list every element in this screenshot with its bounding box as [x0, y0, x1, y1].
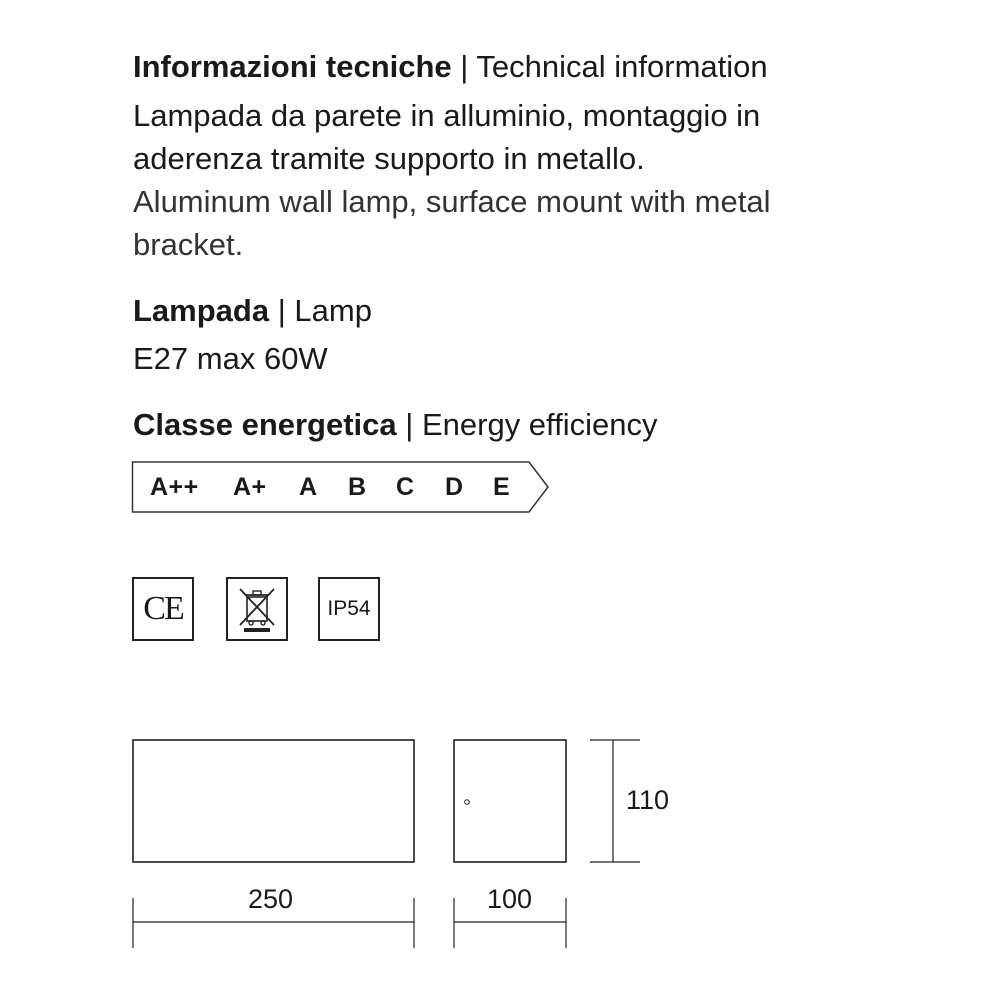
lamp-heading-en: Lamp — [294, 293, 372, 328]
energy-class-label: A+ — [233, 473, 267, 501]
ce-mark-icon: CE — [132, 577, 194, 641]
energy-class-label: B — [348, 473, 367, 501]
tech-heading-en: Technical information — [476, 49, 768, 84]
tech-description-en-line: Aluminum wall lamp, surface mount with metal — [133, 184, 771, 219]
tech-heading-separator: | — [460, 49, 469, 84]
energy-heading-en: Energy efficiency — [421, 407, 658, 442]
lamp-heading-separator: | — [277, 293, 286, 328]
tech-description-it-line: aderenza tramite supporto in metallo. — [133, 141, 645, 176]
ip-rating-icon: IP54 — [318, 577, 380, 641]
tech-description-en-line: bracket. — [133, 227, 244, 262]
mount-point-icon — [465, 800, 470, 805]
energy-heading-separator: | — [405, 407, 414, 442]
energy-class-label: D — [445, 473, 464, 501]
front-view-outline — [133, 740, 414, 862]
energy-class-label: A++ — [150, 473, 199, 501]
energy-class-label: C — [396, 473, 415, 501]
side-view-outline — [454, 740, 566, 862]
lamp-value: E27 max 60W — [133, 341, 328, 376]
energy-heading-it: Classe energetica — [133, 407, 397, 442]
energy-class-label: E — [493, 473, 511, 501]
width-dimension-label: 250 — [248, 884, 294, 914]
tech-description-it-line: Lampada da parete in alluminio, montaggio in — [133, 98, 761, 133]
height-dimension-label: 110 — [626, 785, 670, 815]
depth-dimension-label: 100 — [487, 884, 533, 914]
tech-heading-it: Informazioni tecniche — [133, 49, 452, 84]
lamp-heading-it: Lampada — [133, 293, 270, 328]
energy-class-label: A — [299, 473, 318, 501]
